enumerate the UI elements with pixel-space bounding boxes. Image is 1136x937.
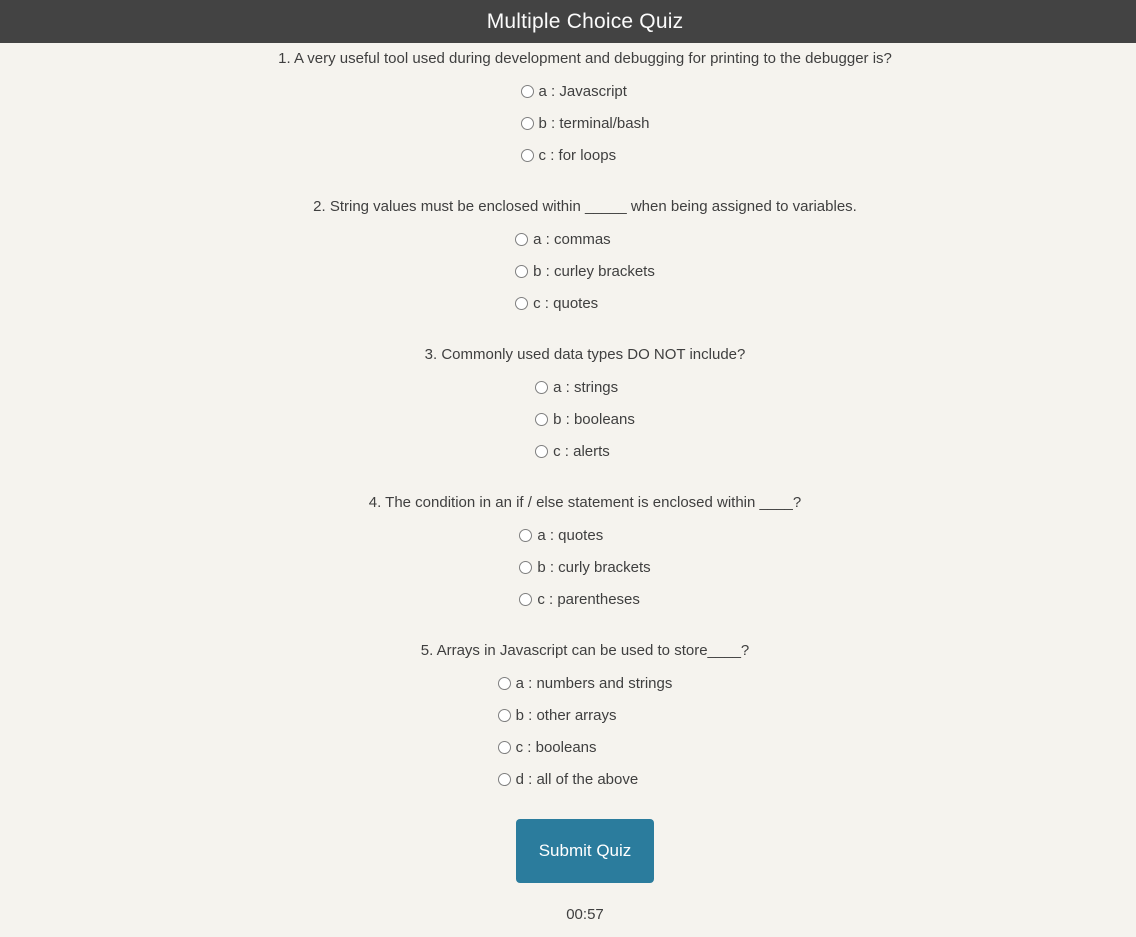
question-text: 2. String values must be enclosed within _____ when being assigned to variables.: [313, 198, 857, 215]
option-label: a : strings: [553, 378, 619, 396]
option-label: c : alerts: [553, 442, 610, 460]
option-label: a : numbers and strings: [515, 674, 673, 692]
options-group: [498, 667, 673, 795]
options-group: [535, 371, 635, 467]
submit-quiz-button[interactable]: Submit Quiz: [516, 819, 654, 883]
answer-option[interactable]: [498, 763, 673, 795]
answer-option[interactable]: [535, 435, 635, 467]
option-radio[interactable]: [535, 445, 548, 458]
option-label: b : booleans: [553, 410, 635, 428]
question-text: 3. Commonly used data types DO NOT include?: [424, 346, 746, 363]
question-block: [0, 339, 1136, 467]
option-radio[interactable]: [519, 561, 532, 574]
answer-option[interactable]: [515, 255, 655, 287]
answer-option[interactable]: [519, 583, 650, 615]
option-radio[interactable]: [515, 265, 528, 278]
question-list: [0, 43, 1136, 795]
option-label: b : terminal/bash: [538, 114, 650, 132]
question-text: 4. The condition in an if / else statement is enclosed within ____?: [368, 494, 802, 511]
options-group: [519, 519, 650, 615]
option-radio[interactable]: [519, 593, 532, 606]
option-radio[interactable]: [498, 741, 511, 754]
option-label: b : curley brackets: [533, 262, 655, 280]
option-label: c : parentheses: [537, 590, 640, 608]
option-radio[interactable]: [515, 233, 528, 246]
option-radio[interactable]: [498, 773, 511, 786]
answer-option[interactable]: [519, 551, 650, 583]
answer-option[interactable]: [498, 699, 673, 731]
quiz-form: [0, 43, 1136, 937]
answer-option[interactable]: [498, 667, 673, 699]
option-radio[interactable]: [521, 117, 534, 130]
option-radio[interactable]: [498, 677, 511, 690]
answer-option[interactable]: [515, 223, 655, 255]
question-block: [0, 43, 1136, 171]
option-radio[interactable]: [519, 529, 532, 542]
option-radio[interactable]: [521, 85, 534, 98]
quiz-timer: 00:57: [566, 906, 604, 923]
answer-option[interactable]: [519, 519, 650, 551]
answer-option[interactable]: [535, 371, 635, 403]
answer-option[interactable]: [498, 731, 673, 763]
options-group: [521, 75, 650, 171]
option-label: c : quotes: [533, 294, 599, 312]
option-label: a : commas: [533, 230, 611, 248]
question-text: 1. A very useful tool used during development and debugging for printing to the debugger is?: [278, 50, 892, 67]
question-block: [0, 635, 1136, 795]
options-group: [515, 223, 655, 319]
option-label: a : quotes: [537, 526, 604, 544]
answer-option[interactable]: [515, 287, 655, 319]
quiz-header: [0, 0, 1136, 43]
option-radio[interactable]: [498, 709, 511, 722]
answer-option[interactable]: [521, 75, 650, 107]
option-label: b : other arrays: [515, 706, 617, 724]
option-label: a : Javascript: [538, 82, 627, 100]
question-block: [0, 191, 1136, 319]
option-label: c : booleans: [515, 738, 597, 756]
option-label: b : curly brackets: [537, 558, 651, 576]
option-radio[interactable]: [535, 413, 548, 426]
option-radio[interactable]: [515, 297, 528, 310]
page-title: Multiple Choice Quiz: [486, 10, 684, 33]
question-text: 5. Arrays in Javascript can be used to store____?: [420, 642, 750, 659]
question-block: [0, 487, 1136, 615]
answer-option[interactable]: [535, 403, 635, 435]
option-label: d : all of the above: [515, 770, 639, 788]
option-radio[interactable]: [521, 149, 534, 162]
answer-option[interactable]: [521, 107, 650, 139]
option-radio[interactable]: [535, 381, 548, 394]
option-label: c : for loops: [538, 146, 617, 164]
answer-option[interactable]: [521, 139, 650, 171]
